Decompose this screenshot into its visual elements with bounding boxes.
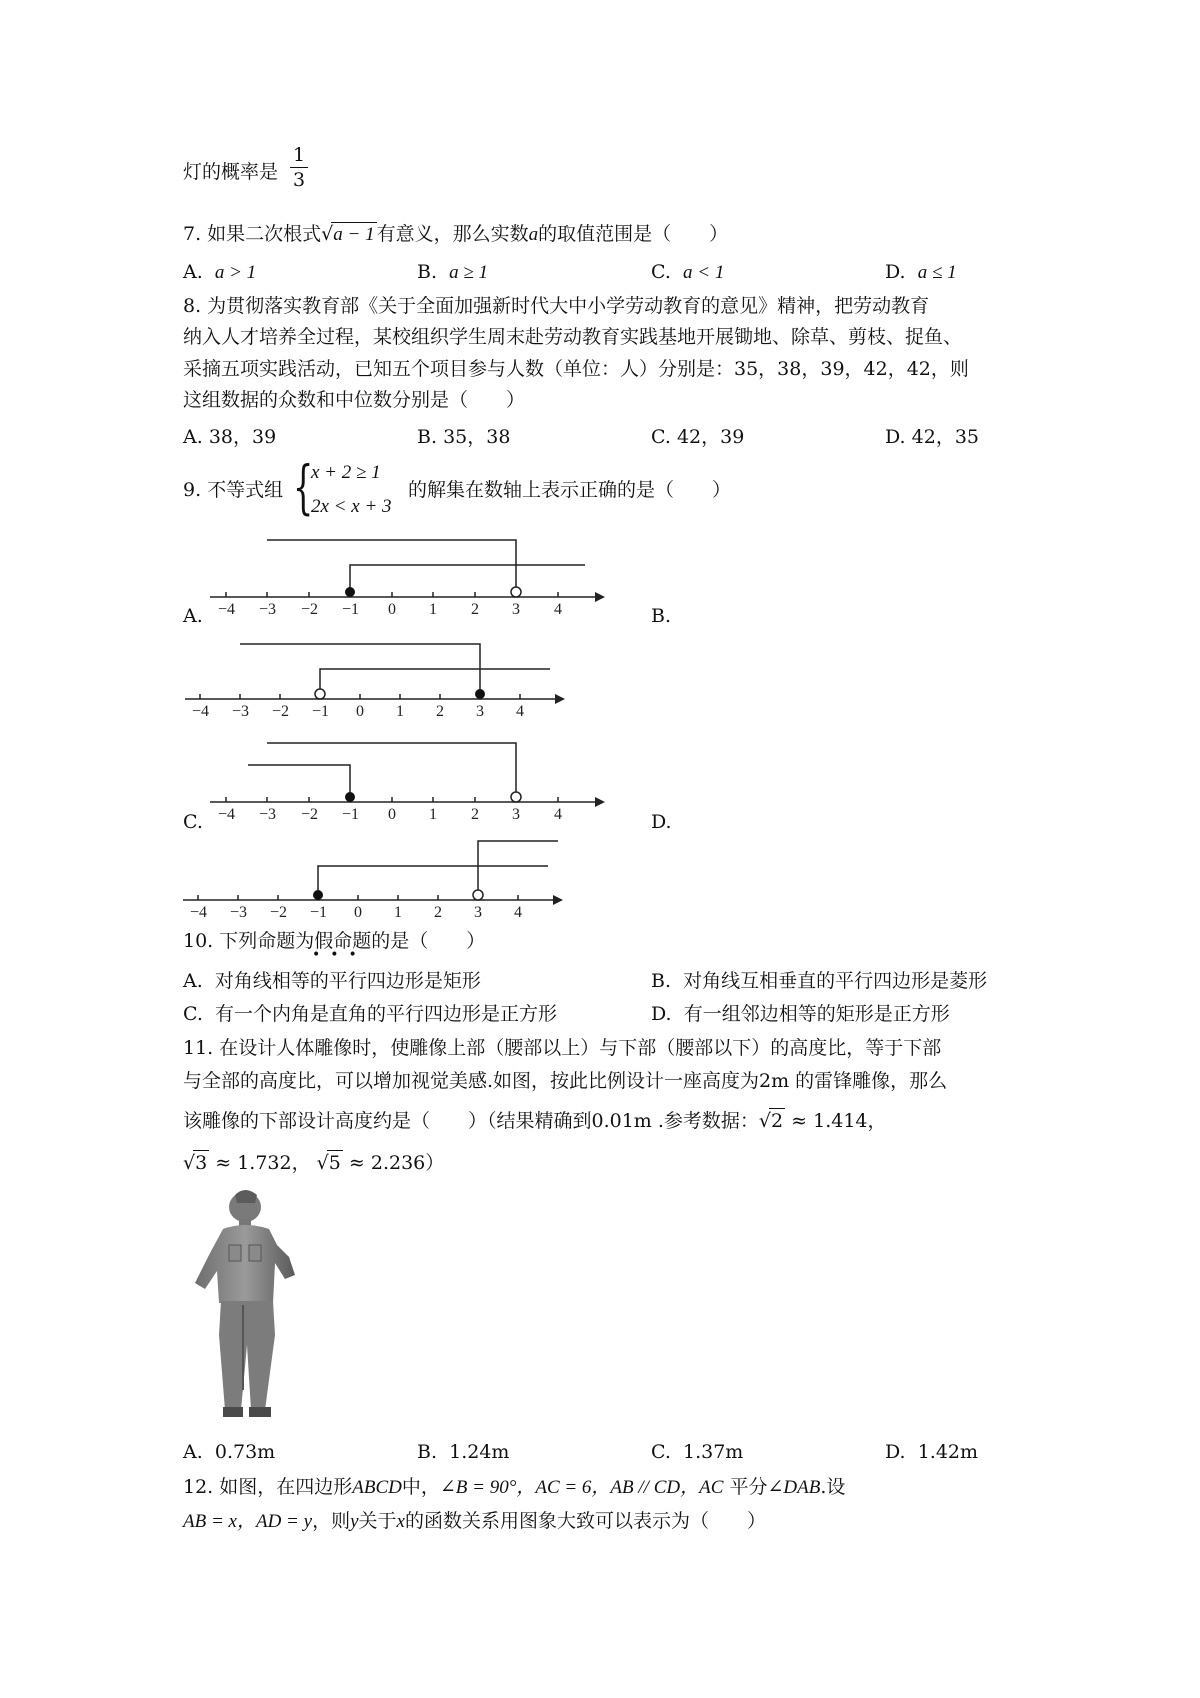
option-text: 1.42m <box>917 1441 979 1463</box>
option-label: D. <box>885 426 906 448</box>
q12-math: ∠DAB <box>767 1477 821 1498</box>
tick-label: −1 <box>312 703 330 720</box>
q8-line-1: 8. 为贯彻落实教育部《关于全面加强新时代大中小学劳动教育的意见》精神，把劳动教育 <box>183 295 930 317</box>
q7-var: a <box>528 224 539 245</box>
fraction-numerator: 1 <box>292 144 306 166</box>
tick-label: 3 <box>512 806 520 823</box>
q11-line-3-text: 该雕像的下部设计高度约是（ ）（结果精确到0.01m .参考数据： <box>183 1110 759 1132</box>
option-text: 有一组邻边相等的矩形是正方形 <box>683 1003 950 1025</box>
q12-text: 平分 <box>729 1476 768 1498</box>
q9-option-d-label: D. <box>651 811 672 833</box>
q10-stem-emphasis: 假命题 <box>314 930 372 952</box>
sqrt-sign: √ <box>758 1110 772 1132</box>
tick-label: 0 <box>356 703 364 720</box>
option-label: A. <box>183 261 203 283</box>
open-point <box>315 689 325 699</box>
closed-point <box>345 792 355 802</box>
q12-math: x <box>396 1511 405 1532</box>
option-label: C. <box>651 426 671 448</box>
tick-label: −3 <box>232 703 250 720</box>
sqrt-sign: √ <box>316 1152 329 1174</box>
option-label: D. <box>651 1003 672 1025</box>
q7-stem-post: 有意义，那么实数 <box>376 223 529 245</box>
tick-label: 2 <box>471 601 479 618</box>
q12-line-1 <box>183 1475 845 1500</box>
tick-label: −3 <box>259 601 277 618</box>
q11-line-3 <box>183 1108 887 1133</box>
option-text: 对角线相等的平行四边形是矩形 <box>214 970 481 992</box>
tick-label: −1 <box>342 806 360 823</box>
tick-label: −4 <box>218 601 236 618</box>
open-point <box>473 890 483 900</box>
q12-text: 12. 如图，在四边形 <box>183 1476 353 1498</box>
option-label: C. <box>183 1003 203 1025</box>
option-text: 有一个内角是直角的平行四边形是正方形 <box>215 1003 558 1025</box>
q8-line-4: 这组数据的众数和中位数分别是（ ） <box>183 389 526 411</box>
lei-feng-statue-image <box>185 1185 305 1434</box>
q12-text: 的函数关系用图象大致可以表示为（ ） <box>404 1510 766 1532</box>
q7-stem <box>183 222 728 247</box>
number-line-b <box>185 632 585 732</box>
tick-label: 2 <box>471 806 479 823</box>
tick-label: 3 <box>474 904 482 921</box>
fraction-bar <box>290 167 308 168</box>
q7-option-b <box>417 260 488 285</box>
option-label: A. <box>183 426 203 448</box>
option-text: 0.73m <box>214 1441 276 1463</box>
tick-label: 4 <box>516 703 524 720</box>
q9-stem-pre: 9. 不等式组 <box>183 479 284 501</box>
tick-label: −4 <box>192 703 210 720</box>
option-label: B. <box>417 1441 438 1463</box>
q12-math: ∠B = 90°，AC = 6，AB // CD，AC <box>439 1477 724 1498</box>
option-text: 对角线互相垂直的平行四边形是菱形 <box>683 970 988 992</box>
tick-label: 0 <box>388 806 396 823</box>
number-line-d <box>183 833 583 933</box>
q6-fraction <box>290 144 308 191</box>
radicand: 2 <box>771 1110 784 1132</box>
tick-label: 3 <box>476 703 484 720</box>
q8-option-c <box>651 425 744 449</box>
option-label: B. <box>417 426 438 448</box>
tick-label: −4 <box>218 806 236 823</box>
q10-option-d <box>651 1002 950 1026</box>
q12-text: .设 <box>820 1476 846 1498</box>
tick-label: 0 <box>388 601 396 618</box>
q9-option-c-label: C. <box>183 811 203 833</box>
q10-option-c <box>183 1002 557 1026</box>
closed-point <box>475 689 485 699</box>
radicand: 5 <box>328 1152 341 1174</box>
tick-label: 4 <box>514 904 522 921</box>
q7-option-a <box>183 260 256 285</box>
open-point <box>511 792 521 802</box>
q11-option-d <box>885 1440 978 1464</box>
option-text: 1.37m <box>683 1441 744 1463</box>
q11-line-1: 11. 在设计人体雕像时，使雕像上部（腰部以上）与下部（腰部以下）的高度比，等于下部 <box>183 1037 942 1059</box>
q7-stem-post2: 的取值范围是（ ） <box>538 223 729 245</box>
q9-stem-post: 的解集在数轴上表示正确的是（ ） <box>408 479 732 501</box>
ref-value: ≈ 1.732， <box>209 1152 311 1174</box>
option-text: a ≤ 1 <box>917 262 957 283</box>
sqrt-sign: √ <box>321 223 334 245</box>
q12-line-2 <box>183 1509 766 1534</box>
q8-option-d <box>885 425 979 449</box>
option-label: B. <box>651 970 672 992</box>
q10-stem-post: 的是（ ） <box>371 930 486 952</box>
option-label: C. <box>651 261 671 283</box>
q9-inequality-1: x + 2 ≥ 1 <box>311 462 381 483</box>
tick-label: 0 <box>354 904 362 921</box>
radicand: 3 <box>195 1152 208 1174</box>
ref-value: ≈ 2.236） <box>342 1152 445 1174</box>
q10-stem-pre: 10. 下列命题为 <box>183 930 315 952</box>
tick-label: −3 <box>259 806 277 823</box>
option-text: 38，39 <box>208 426 277 448</box>
sqrt-sign: √ <box>183 1152 196 1174</box>
option-label: A. <box>183 970 203 992</box>
tick-label: −1 <box>310 904 328 921</box>
tick-label: 2 <box>436 703 444 720</box>
q11-option-a <box>183 1440 275 1464</box>
q8-option-a <box>183 425 276 449</box>
tick-label: 1 <box>394 904 402 921</box>
system-brace: { <box>293 453 314 521</box>
q12-text: 中， <box>401 1476 440 1498</box>
q11-option-b <box>417 1440 509 1464</box>
tick-label: 1 <box>429 806 437 823</box>
option-text: 1.24m <box>449 1441 510 1463</box>
number-line-c <box>210 735 610 835</box>
q9-inequality-2: 2x < x + 3 <box>311 496 392 517</box>
tick-label: 1 <box>429 601 437 618</box>
closed-point <box>313 890 323 900</box>
closed-point <box>345 587 355 597</box>
option-label: A. <box>183 1441 203 1463</box>
q6-tail-text: 灯的概率是 <box>183 161 279 183</box>
q12-text: ，则 <box>312 1510 351 1532</box>
option-label: D. <box>885 261 906 283</box>
q7-radicand: a − 1 <box>333 224 375 245</box>
tick-label: −2 <box>272 703 290 720</box>
tick-label: 3 <box>512 601 520 618</box>
q11-line-4 <box>183 1150 444 1175</box>
q9-option-a-label: A. <box>183 605 203 627</box>
option-text: 42，39 <box>676 426 745 448</box>
q10-option-a <box>183 969 481 993</box>
option-text: 35，38 <box>443 426 511 448</box>
number-line-a <box>210 530 610 630</box>
fraction-denominator: 3 <box>292 169 306 191</box>
q8-option-b <box>417 425 510 449</box>
option-label: D. <box>885 1441 906 1463</box>
tick-label: 4 <box>554 601 562 618</box>
q12-text: 关于 <box>358 1510 397 1532</box>
emphasis-dots: ••• <box>312 947 367 963</box>
tick-label: 2 <box>434 904 442 921</box>
option-text: 42，35 <box>911 426 980 448</box>
tick-label: −2 <box>301 601 319 618</box>
q7-option-c <box>651 260 724 285</box>
tick-label: −3 <box>230 904 248 921</box>
option-text: a < 1 <box>683 262 725 283</box>
q7-stem-pre: 7. 如果二次根式 <box>183 223 322 245</box>
q12-math: ABCD <box>352 1477 402 1498</box>
q9-option-b-label: B. <box>651 605 672 627</box>
option-label: C. <box>651 1441 671 1463</box>
q8-line-3: 采摘五项实践活动，已知五个项目参与人数（单位：人）分别是：35，38，39，42，42，则 <box>183 358 969 380</box>
q7-option-d <box>885 260 957 285</box>
open-point <box>511 587 521 597</box>
q11-line-2: 与全部的高度比，可以增加视觉美感.如图，按此比例设计一座高度为2m 的雷锋雕像，那么 <box>183 1070 948 1092</box>
option-text: a > 1 <box>214 262 257 283</box>
tick-label: −4 <box>190 904 208 921</box>
q11-option-c <box>651 1440 743 1464</box>
q12-math: y <box>350 1511 359 1532</box>
tick-label: 4 <box>554 806 562 823</box>
q10-option-b <box>651 969 987 993</box>
ref-value: ≈ 1.414， <box>785 1110 887 1132</box>
tick-label: −1 <box>342 601 360 618</box>
tick-label: −2 <box>270 904 288 921</box>
option-text: a ≥ 1 <box>449 262 489 283</box>
tick-label: 1 <box>396 703 404 720</box>
option-label: B. <box>417 261 438 283</box>
tick-label: −2 <box>301 806 319 823</box>
q12-math: AB = x，AD = y <box>183 1511 313 1532</box>
q8-line-2: 纳入人才培养全过程，某校组织学生周末赴劳动教育实践基地开展锄地、除草、剪枝、捉鱼、 <box>183 326 963 348</box>
